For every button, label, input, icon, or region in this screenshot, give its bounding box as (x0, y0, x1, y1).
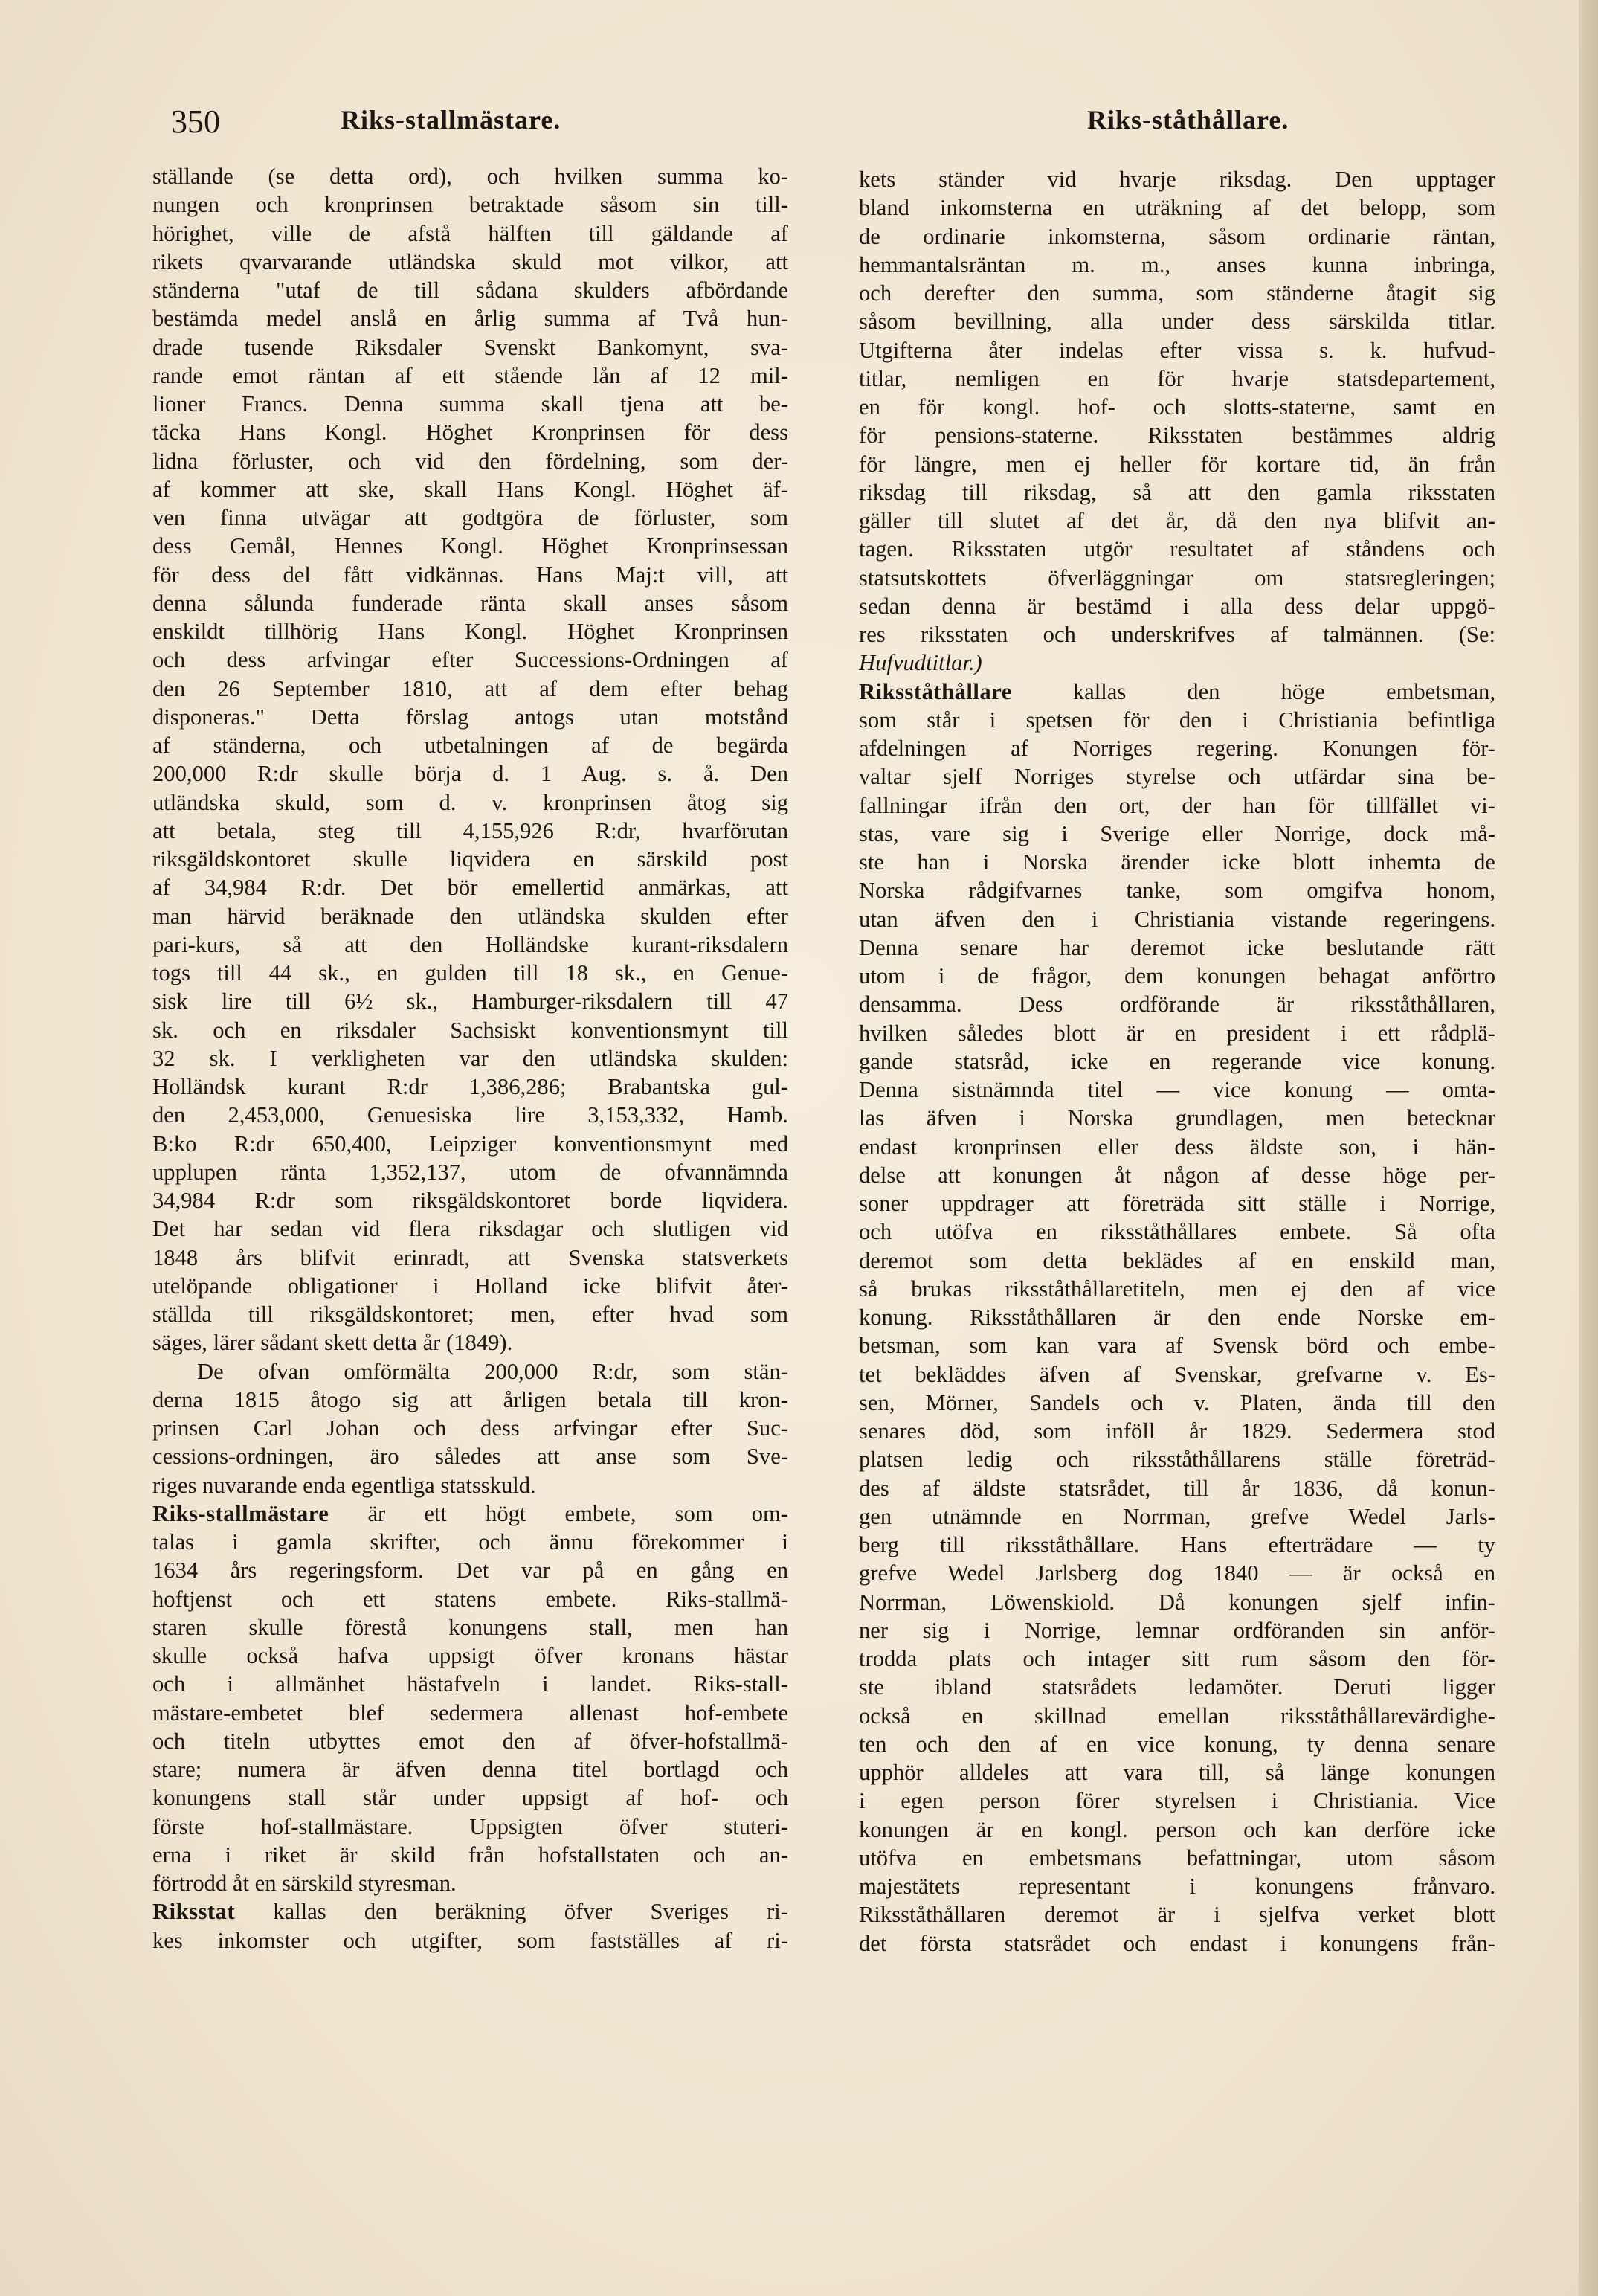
text-line (152, 1897, 788, 1926)
text-line (152, 959, 788, 987)
text-line (859, 1247, 1495, 1275)
text-line (859, 1047, 1495, 1075)
line-text: sk. och en riksdaler Sachsiskt konventionsmynt till (152, 1017, 788, 1043)
text-line (152, 1585, 788, 1613)
line-text: utländska skuld, som d. v. kronprinsen åtog sig (152, 789, 788, 815)
text-line (152, 1869, 788, 1897)
text-line (152, 1755, 788, 1784)
text-line (859, 564, 1495, 592)
text-line (859, 535, 1495, 563)
line-text: riksgäldskontoret skulle liqvidera en särskild post (152, 846, 788, 872)
text-line (859, 1417, 1495, 1445)
text-line (152, 1186, 788, 1215)
line-text: för dess del fått vidkännas. Hans Maj:t vill, att (152, 562, 788, 588)
text-line (152, 930, 788, 959)
line-text: bland inkomsterna en uträkning af det belopp, som (859, 195, 1495, 221)
text-line (152, 1357, 788, 1386)
text-line (859, 649, 1495, 677)
line-text: pari-kurs, så att den Holländske kurant-riksdalern (152, 931, 788, 957)
line-text: i egen person förer styrelsen i Christiania. Vice (859, 1788, 1495, 1814)
text-line (859, 1758, 1495, 1787)
line-text: konungens stall står under uppsigt af hof- och (152, 1785, 788, 1811)
line-text: förste hof-stallmästare. Uppsigten öfver stuteri- (152, 1813, 788, 1839)
line-text: ner sig i Norrige, lemnar ordföranden sin anför- (859, 1617, 1495, 1643)
text-line (152, 1471, 788, 1499)
line-text: endast kronprinsen eller dess äldste son, i hän- (859, 1133, 1495, 1160)
line-text: rande emot räntan af ett stående lån af 12 mil- (152, 362, 788, 388)
line-text: 1634 års regeringsform. Det var på en gång en (152, 1557, 788, 1583)
text-line (152, 1699, 788, 1727)
entry-headword: Riksståthållare (859, 678, 1012, 704)
text-line (859, 364, 1495, 393)
line-text: grefve Wedel Jarlsberg dog 1840 — är också en (859, 1560, 1495, 1586)
text-line (859, 1872, 1495, 1900)
text-line (859, 1189, 1495, 1218)
text-line (152, 219, 788, 248)
text-line (859, 1104, 1495, 1132)
line-text: så brukas riksståthållaretiteln, men ej den af vice (859, 1276, 1495, 1302)
text-line (152, 1215, 788, 1243)
text-line (859, 820, 1495, 848)
text-line (152, 504, 788, 532)
line-text: riksdag till riksdag, så att den gamla riksstaten (859, 479, 1495, 505)
text-line (152, 788, 788, 817)
line-text: fallningar ifrån den ort, der han för tillfället vi- (859, 792, 1495, 818)
text-line (152, 902, 788, 930)
line-text: Norska rådgifvarnes tanke, som omgifva honom, (859, 878, 1495, 904)
text-line (152, 731, 788, 759)
text-line (859, 990, 1495, 1018)
line-text: ste ibland statsrådets ledamöter. Deruti ligger (859, 1674, 1495, 1700)
line-text: gande statsråd, icke en regerande vice konung. (859, 1048, 1495, 1074)
line-text: stare; numera är äfven denna titel bortlagd och (152, 1757, 788, 1782)
page-header (171, 103, 1307, 147)
text-line (152, 1101, 788, 1129)
text-line (859, 962, 1495, 990)
text-line (859, 905, 1495, 933)
line-text: kets ständer vid hvarje riksdag. Den upptager (859, 167, 1495, 192)
text-line (859, 222, 1495, 251)
text-line (859, 620, 1495, 649)
line-text: 34,984 R:dr som riksgäldskontoret borde liqvidera. (152, 1188, 788, 1213)
text-line (152, 1386, 788, 1414)
line-text: ständerna "utaf de till sådana skulders afbördande (152, 277, 788, 303)
line-text: hemmantalsräntan m. m., anses kunna inbringa, (859, 251, 1495, 277)
left-running-head: Riks-stallmästare. (341, 105, 561, 135)
text-line (859, 1730, 1495, 1758)
text-line (859, 1275, 1495, 1303)
line-text: Denna senare har deremot icke beslutande rätt (859, 934, 1495, 960)
text-line (152, 1813, 788, 1841)
line-text: man härvid beräknade den utländska skulden efter (152, 903, 788, 929)
text-line (152, 703, 788, 731)
text-line (152, 1300, 788, 1328)
cross-reference: Hufvudtitlar.) (859, 650, 982, 676)
text-line (859, 1075, 1495, 1104)
line-text: kallas den beräkning öfver Sveriges ri- (235, 1899, 788, 1925)
text-line (152, 333, 788, 361)
line-text: sedan denna är bestämd i alla dess delar uppgö- (859, 593, 1495, 619)
line-text: för pensions-staterne. Riksstaten bestämmes aldrig (859, 422, 1495, 448)
text-line (859, 1644, 1495, 1673)
text-line (859, 1218, 1495, 1246)
text-line (152, 1784, 788, 1812)
line-text: senares död, som inföll år 1829. Sedermera stod (859, 1418, 1495, 1444)
page-number: 350 (171, 103, 220, 140)
line-text: och titeln utbyttes emot den af öfver-hofstallmä- (152, 1728, 788, 1754)
text-line (859, 1588, 1495, 1616)
line-text: las äfven i Norska grundlagen, men betecknar (859, 1105, 1495, 1131)
line-text: den 2,453,000, Genuesiska lire 3,153,332, Hamb. (152, 1102, 788, 1128)
line-text: Norrman, Löwenskiold. Då konungen sjelf infin- (859, 1589, 1495, 1615)
text-line (859, 1502, 1495, 1531)
line-text: gäller till slutet af det år, då den nya blifvit an- (859, 508, 1495, 533)
text-line (859, 1844, 1495, 1872)
line-text: kes inkomster och utgifter, som fastställes af ri- (152, 1927, 788, 1953)
line-text: sisk lire till 6½ sk., Hamburger-riksdalern till 47 (152, 988, 788, 1014)
line-text: hörighet, ville de afstå hälften till gäldande af (152, 220, 788, 246)
line-text: och i allmänhet hästafveln i landet. Riks-stall- (152, 1671, 788, 1697)
text-line (859, 1474, 1495, 1502)
text-line (152, 1641, 788, 1670)
entry-headword: Riksstat (152, 1899, 236, 1925)
line-text: disponeras." Detta förslag antogs utan motstånd (152, 704, 788, 730)
text-line (859, 1787, 1495, 1815)
line-text: hvilken således blott är en president i ett rådplä- (859, 1020, 1495, 1046)
text-line (152, 418, 788, 446)
text-line (152, 1442, 788, 1470)
text-line (152, 1926, 788, 1955)
line-text: för längre, men ej heller för kortare tid, än från (859, 451, 1495, 477)
line-text: upphör alldeles att vara till, så länge konungen (859, 1760, 1495, 1785)
line-text: upplupen ränta 1,352,137, utom de ofvannämnda (152, 1159, 788, 1185)
line-text: ställande (se detta ord), och hvilken summa ko- (152, 164, 788, 189)
text-line (859, 762, 1495, 791)
right-running-head: Riks-ståthållare. (1087, 105, 1289, 135)
text-line (859, 251, 1495, 279)
line-text: och derefter den summa, som ständerne åtagit sig (859, 280, 1495, 306)
line-text: det första statsrådet och endast i konungens från- (859, 1930, 1495, 1956)
line-text: titlar, nemligen en för hvarje statsdepartement, (859, 365, 1495, 391)
text-line (152, 1328, 788, 1357)
line-text: hoftjenst och ett statens embete. Riks-stallmä- (152, 1586, 788, 1612)
text-line (152, 1272, 788, 1300)
text-line (152, 759, 788, 788)
line-text: kallas den höge embetsman, (1011, 678, 1495, 704)
text-line (152, 1670, 788, 1698)
text-line (152, 987, 788, 1015)
text-line (152, 1841, 788, 1869)
line-text: Denna sistnämnda titel — vice konung — omta- (859, 1077, 1495, 1102)
line-text: en för kongl. hof- och slotts-staterne, samt en (859, 394, 1495, 419)
text-line (859, 165, 1495, 193)
line-text: skulle också hafva uppsigt öfver kronans hästar (152, 1643, 788, 1668)
text-line (152, 276, 788, 304)
text-line (152, 304, 788, 332)
line-text: lioner Francs. Denna summa skall tjena att be- (152, 391, 788, 417)
line-text: 1848 års blifvit erinradt, att Svenska statsverkets (152, 1244, 788, 1270)
text-line (859, 734, 1495, 762)
line-text: statsutskottets öfverläggningar om statsregleringen; (859, 565, 1495, 591)
line-text: 32 sk. I verkligheten var den utländska skulden: (152, 1045, 788, 1071)
text-line (859, 1303, 1495, 1331)
line-text: des af äldste statsrådet, till år 1836, då konun- (859, 1475, 1495, 1501)
text-line (859, 678, 1495, 706)
text-line (859, 933, 1495, 962)
text-line (152, 1073, 788, 1101)
line-text: ten och den af en vice konung, ty denna senare (859, 1731, 1495, 1757)
text-line (152, 475, 788, 504)
text-line (152, 1613, 788, 1641)
line-text: sen, Mörner, Sandels och v. Platen, ända till den (859, 1389, 1495, 1415)
line-text: Utgifterna åter indelas efter vissa s. k. hufvud- (859, 337, 1495, 363)
text-line (152, 1499, 788, 1528)
text-line (152, 1556, 788, 1584)
line-text: talas i gamla skrifter, och ännu förekommer i (152, 1529, 788, 1554)
line-text: af ständerna, och utbetalningen af de begärda (152, 733, 788, 758)
text-line (152, 1044, 788, 1073)
line-text: densamma. Dess ordförande är riksståthållaren, (859, 991, 1495, 1017)
text-line (859, 279, 1495, 307)
line-text: delse att konungen åt någon af desse höge per- (859, 1162, 1495, 1188)
text-line (152, 361, 788, 390)
line-text: tagen. Riksstaten utgör resultatet af ståndens och (859, 536, 1495, 562)
text-line (859, 336, 1495, 364)
text-line (152, 646, 788, 674)
text-line (152, 845, 788, 873)
text-line (152, 817, 788, 845)
text-line (152, 1414, 788, 1442)
line-text: drade tusende Riksdaler Svenskt Bankomynt, sva- (152, 334, 788, 360)
line-text: afdelningen af Norriges regering. Konungen för- (859, 736, 1495, 761)
text-line (859, 848, 1495, 876)
line-text: utöfva en embetsmans befattningar, utom såsom (859, 1845, 1495, 1871)
text-line (152, 617, 788, 646)
text-line (859, 706, 1495, 734)
text-line (152, 561, 788, 589)
line-text: B:ko R:dr 650,400, Leipziger konventionsmynt med (152, 1131, 788, 1157)
line-text: 200,000 R:dr skulle börja d. 1 Aug. s. å. Den (152, 761, 788, 787)
line-text: betsman, som kan vara af Svensk börd och embe- (859, 1333, 1495, 1359)
text-line (859, 421, 1495, 449)
line-text: deremot som detta beklädes af en enskild man, (859, 1247, 1495, 1273)
line-text: berg till riksståthållare. Hans efterträdare — ty (859, 1532, 1495, 1557)
text-line (152, 162, 788, 190)
text-line (152, 589, 788, 617)
text-line (859, 1389, 1495, 1417)
text-line (859, 1673, 1495, 1701)
text-line (152, 532, 788, 560)
text-line (152, 447, 788, 475)
text-line (152, 1244, 788, 1272)
line-text: stas, vare sig i Sverige eller Norrige, dock må- (859, 820, 1495, 846)
page-edge (1579, 0, 1598, 2296)
line-text: soner uppdrager att företräda sitt ställe i Norrige, (859, 1191, 1495, 1216)
text-line (859, 1360, 1495, 1389)
text-line (152, 1727, 788, 1755)
line-text: denna sålunda funderade ränta skall anses såsom (152, 590, 788, 616)
line-text: af 34,984 R:dr. Det bör emellertid anmärkas, att (152, 875, 788, 901)
line-text: valtar sjelf Norriges styrelse och utfärdar sina be- (859, 764, 1495, 790)
line-text: utom i de frågor, dem konungen behagat anförtro (859, 963, 1495, 988)
line-text: och dess arfvingar efter Successions-Ordningen af (152, 647, 788, 673)
line-text: ven finna utvägar att godtgöra de förluster, som (152, 505, 788, 530)
line-text: nungen och kronprinsen betraktade såsom sin till- (152, 192, 788, 218)
text-line (859, 193, 1495, 222)
line-text: också en skillnad emellan riksståthållarevärdighe- (859, 1702, 1495, 1729)
line-text: tet bekläddes äfven af Svenskar, grefvarne v. Es- (859, 1361, 1495, 1387)
text-line (152, 390, 788, 418)
text-line (152, 190, 788, 219)
line-text: Det har sedan vid flera riksdagar och slutligen vid (152, 1216, 788, 1242)
right-text-column (859, 165, 1495, 1958)
text-line (152, 1158, 788, 1186)
text-line (859, 1816, 1495, 1844)
line-text: Holländsk kurant R:dr 1,386,286; Brabantska gul- (152, 1074, 788, 1099)
line-text: prinsen Carl Johan och dess arfvingar efter Suc- (152, 1415, 788, 1441)
text-line (859, 876, 1495, 904)
text-line (859, 1445, 1495, 1473)
text-line (859, 1702, 1495, 1730)
line-text: togs till 44 sk., en gulden till 18 sk., en Genue- (152, 960, 788, 985)
text-line (152, 1016, 788, 1044)
text-line (152, 248, 788, 276)
line-text: derna 1815 åtogo sig att årligen betala till kron- (152, 1386, 788, 1412)
text-line (859, 1531, 1495, 1559)
text-line (859, 791, 1495, 820)
text-line (859, 478, 1495, 507)
text-line (859, 307, 1495, 335)
line-text: platsen ledig och riksståthållarens ställe företräd- (859, 1447, 1495, 1473)
line-text: ställda till riksgäldskontoret; men, efter hvad som (152, 1302, 788, 1327)
line-text: enskildt tillhörig Hans Kongl. Höghet Kronprinsen (152, 619, 788, 644)
text-line (152, 1528, 788, 1556)
text-line (859, 592, 1495, 620)
text-line (859, 507, 1495, 535)
text-line (152, 873, 788, 901)
line-text: bestämda medel anslå en årlig summa af Två hun- (152, 306, 788, 332)
left-text-column (152, 162, 788, 1955)
line-text: såsom bevillning, alla under dess särskilda titlar. (859, 309, 1495, 335)
line-text: att betala, steg till 4,155,926 R:dr, hvarförutan (152, 817, 788, 843)
line-text: utelöpande obligationer i Holland icke blifvit åter- (152, 1273, 788, 1299)
line-text: förtrodd åt en särskild styresman. (152, 1871, 457, 1896)
text-line (859, 393, 1495, 421)
line-text: rikets qvarvarande utländska skuld mot vilkor, att (152, 248, 788, 274)
line-text: ste han i Norska ärender icke blott inhemta de (859, 849, 1495, 875)
line-text: Riksståthållaren deremot är i sjelfva verket blott (859, 1902, 1495, 1928)
text-line (859, 1900, 1495, 1929)
line-text: af kommer att ske, skall Hans Kongl. Höghet äf- (152, 476, 788, 502)
line-text: de ordinarie inkomsterna, såsom ordinarie räntan, (859, 223, 1495, 249)
line-text: utan äfven den i Christiania vistande regeringens. (859, 906, 1495, 932)
line-text: riges nuvarande enda egentliga statsskuld. (152, 1472, 536, 1498)
line-text: majestätets representant i konungens frånvaro. (859, 1874, 1495, 1899)
text-line (152, 1130, 788, 1158)
line-text: täcka Hans Kongl. Höghet Kronprinsen för dess (152, 419, 788, 446)
line-text: som står i spetsen för den i Christiania befintliga (859, 707, 1495, 733)
line-text: konung. Riksståthållaren är den ende Norske em- (859, 1305, 1495, 1330)
line-text: är ett högt embete, som om- (329, 1500, 788, 1526)
text-line (859, 450, 1495, 478)
line-text: trodda plats och intager sitt rum såsom den för- (859, 1646, 1495, 1671)
entry-headword: Riks-stallmästare (152, 1500, 329, 1526)
line-text: res riksstaten och underskrifves af talmännen. (Se: (859, 622, 1495, 647)
text-line (859, 1161, 1495, 1189)
line-text: konungen är en kongl. person och kan derföre icke (859, 1816, 1495, 1842)
line-text: säges, lärer sådant skett detta år (1849). (152, 1330, 513, 1356)
line-text: dess Gemål, Hennes Kongl. Höghet Kronprinsessan (152, 533, 788, 559)
text-line (859, 1559, 1495, 1587)
line-text: och utöfva en riksståthållares embete. Så ofta (859, 1219, 1495, 1245)
line-text: De ofvan omförmälta 200,000 R:dr, som stän- (197, 1358, 788, 1384)
text-line (859, 1133, 1495, 1161)
line-text: gen utnämnde en Norrman, grefve Wedel Jarls- (859, 1503, 1495, 1529)
line-text: lidna förluster, och vid den fördelning, som der- (152, 448, 788, 474)
line-text: mästare-embetet blef sedermera allenast hof-embete (152, 1700, 788, 1726)
line-text: erna i riket är skild från hofstallstaten och an- (152, 1842, 788, 1868)
line-text: den 26 September 1810, att af dem efter behag (152, 675, 788, 701)
text-line (859, 1929, 1495, 1958)
line-text: staren skulle förestå konungens stall, men han (152, 1614, 788, 1640)
text-line (859, 1331, 1495, 1360)
text-line (859, 1616, 1495, 1644)
text-line (859, 1019, 1495, 1047)
text-line (152, 675, 788, 703)
line-text: cessions-ordningen, äro således att anse som Sve- (152, 1444, 788, 1470)
